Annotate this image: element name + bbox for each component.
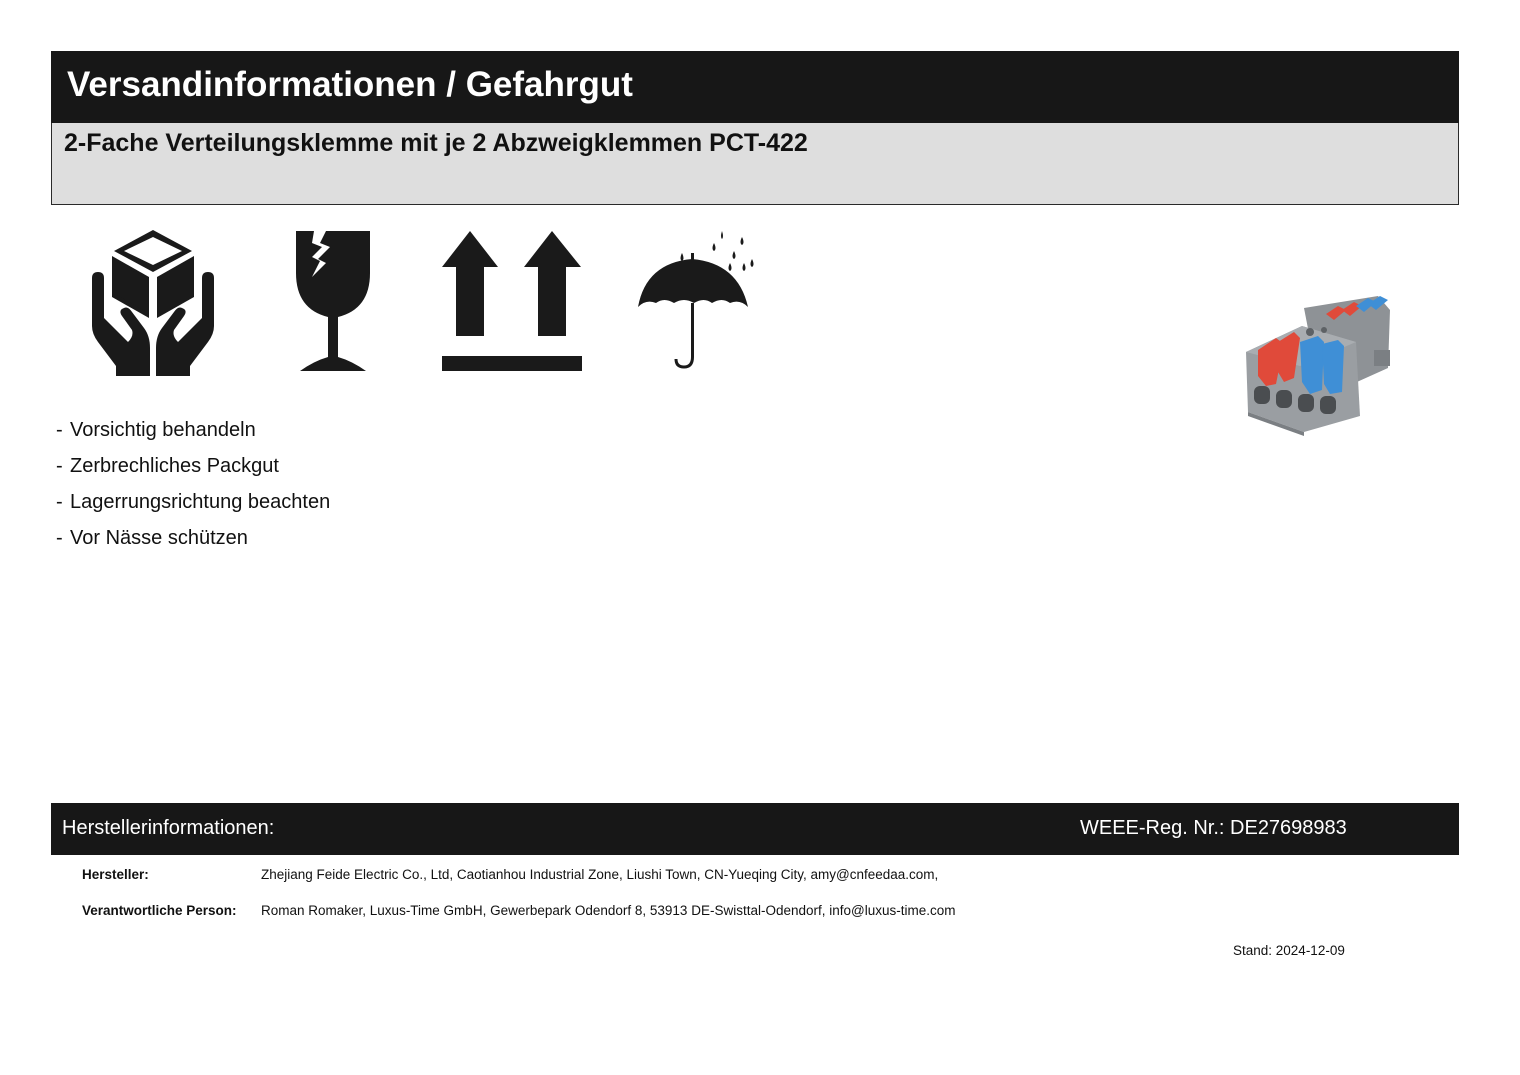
document-date: Stand: 2024-12-09 — [1233, 943, 1345, 958]
hint-item: - Zerbrechliches Packgut — [56, 455, 279, 477]
hint-item: - Lagerrungsrichtung beachten — [56, 491, 331, 513]
manufacturer-section-title: Herstellerinformationen: — [62, 817, 275, 839]
product-subtitle-box — [51, 123, 1459, 205]
this-way-up-icon — [440, 229, 586, 375]
title-bar — [51, 51, 1459, 123]
product-name: 2-Fache Verteilungsklemme mit je 2 Abzweigklemmen PCT-422 — [64, 129, 808, 157]
manufacturer-info-bar — [51, 803, 1459, 855]
handle-with-care-icon — [88, 226, 218, 376]
weee-registration-number: WEEE-Reg. Nr.: DE27698983 — [1080, 817, 1347, 839]
fragile-glass-icon — [290, 229, 380, 377]
hint-item: - Vor Nässe schützen — [56, 527, 248, 549]
handling-hints-list — [56, 412, 330, 556]
manufacturer-value: Zhejiang Feide Electric Co., Ltd, Caotianhou Industrial Zone, Liushi Town, CN-Yueqing City, amy@cnfeedaa.com, — [261, 867, 939, 882]
hint-item: - Vorsichtig behandeln — [56, 419, 256, 441]
manufacturer-label: Hersteller: — [82, 867, 149, 882]
product-image — [1238, 286, 1398, 441]
responsible-person-label: Verantwortliche Person: — [82, 903, 237, 918]
keep-dry-umbrella-icon — [636, 229, 760, 373]
page-title: Versandinformationen / Gefahrgut — [67, 65, 633, 104]
responsible-person-value: Roman Romaker, Luxus-Time GmbH, Gewerbepark Odendorf 8, 53913 DE-Swisttal-Odendorf, info@luxus-time.com — [261, 903, 956, 918]
